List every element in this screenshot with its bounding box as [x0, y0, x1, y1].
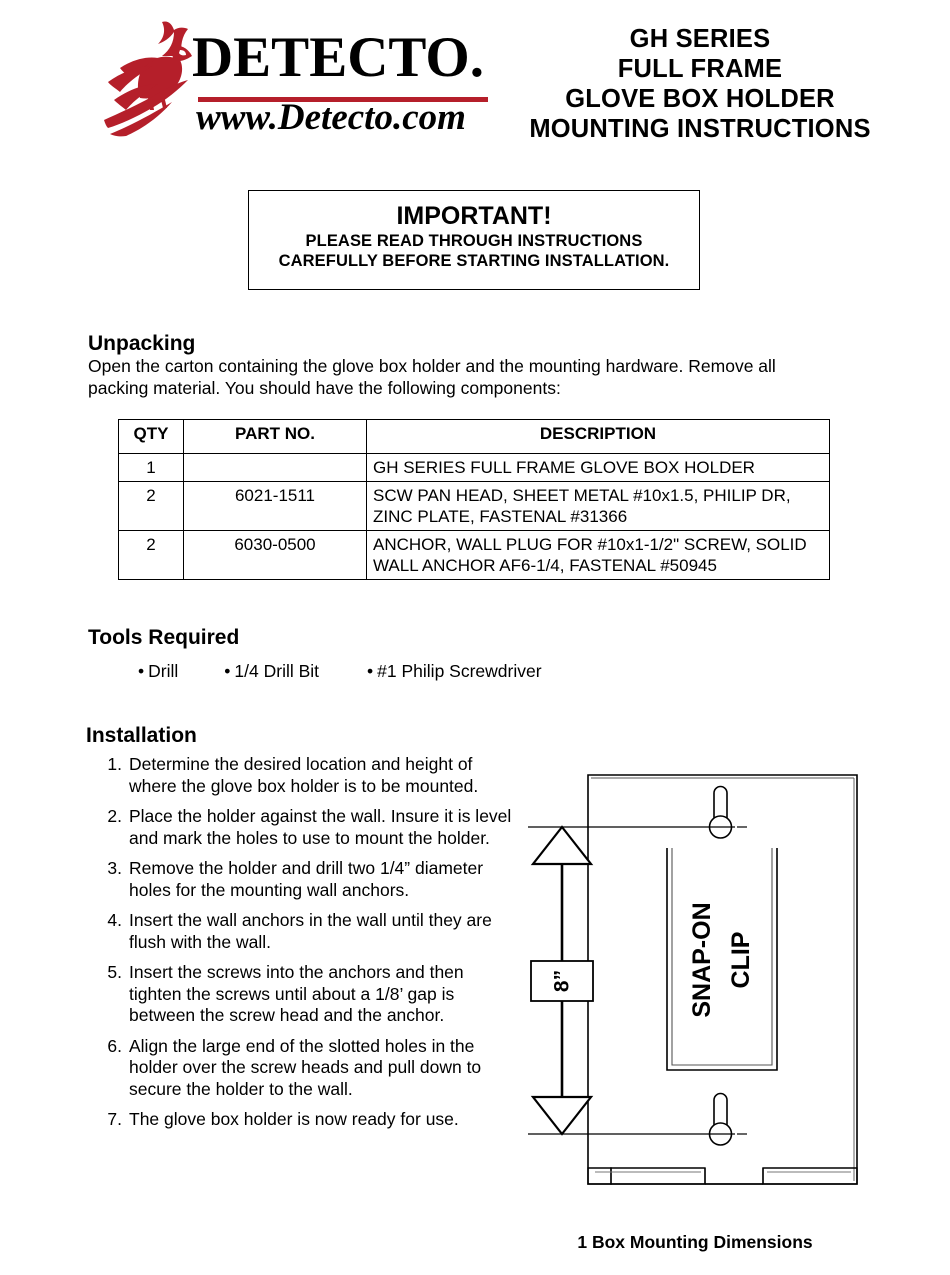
title-line-2: FULL FRAME	[617, 55, 783, 83]
tools-required-heading: Tools Required	[88, 626, 240, 649]
list-item	[98, 910, 518, 953]
dimension-arrowhead-bottom	[533, 1097, 591, 1134]
important-line-1: PLEASE READ THROUGH INSTRUCTIONS	[305, 232, 643, 250]
dimension-label: 8”	[550, 969, 574, 993]
column-header-part-no: PART NO.	[184, 420, 367, 454]
list-item	[98, 858, 518, 901]
step-text: Place the holder against the wall. Insure it is level and mark the holes to use to mount the holder.	[129, 806, 512, 848]
tool-label: 1/4 Drill Bit	[234, 661, 320, 681]
title-line-3: GLOVE BOX HOLDER	[565, 85, 835, 113]
cell-description: GH SERIES FULL FRAME GLOVE BOX HOLDER	[367, 454, 830, 482]
step-number: 1.	[107, 754, 122, 774]
snap-on-clip-inner-edge	[672, 848, 772, 1065]
cell-description: ANCHOR, WALL PLUG FOR #10x1-1/2" SCREW, SOLID WALL ANCHOR AF6-1/4, FASTENAL #50945	[367, 531, 830, 580]
cell-part-no: 6030-0500	[184, 531, 367, 580]
bullet-icon: •	[367, 661, 374, 681]
important-heading: IMPORTANT!	[396, 202, 552, 230]
title-line-4: MOUNTING INSTRUCTIONS	[529, 115, 871, 143]
holder-bottom-flange	[588, 1168, 857, 1184]
step-number: 3.	[107, 858, 122, 878]
step-text: Remove the holder and drill two 1/4” diameter holes for the mounting wall anchors.	[129, 858, 484, 900]
drawing-caption: 1 Box Mounting Dimensions	[577, 1232, 813, 1252]
important-notice-box	[248, 190, 700, 290]
list-item	[98, 754, 518, 797]
list-item	[138, 660, 178, 682]
cardinal-bird-icon	[100, 16, 205, 141]
brand-url: www.Detecto.com	[196, 97, 466, 138]
dimension-arrowhead-top	[533, 827, 591, 864]
list-item	[98, 1109, 518, 1131]
mounting-dimensions-drawing	[515, 760, 875, 1260]
step-number: 4.	[107, 910, 122, 930]
snap-on-clip-channel	[667, 848, 777, 1070]
snap-on-clip-label-line2: CLIP	[727, 931, 755, 989]
installation-steps	[98, 754, 518, 1140]
step-text: Align the large end of the slotted holes in the holder over the screw heads and pull down to secure the holder to the wall.	[129, 1035, 482, 1099]
unpacking-paragraph: Open the carton containing the glove box holder and the mounting hardware. Remove all packing material. You should have the following components:	[88, 356, 776, 398]
step-number: 2.	[107, 806, 122, 826]
brand-wordmark: DETECTO.	[192, 26, 484, 89]
table-row	[119, 531, 830, 580]
cell-part-no: 6021-1511	[184, 482, 367, 531]
unpacking-heading: Unpacking	[88, 332, 196, 355]
cell-qty: 2	[119, 531, 184, 580]
installation-heading: Installation	[86, 724, 197, 747]
list-item	[98, 1036, 518, 1101]
step-text: The glove box holder is now ready for use.	[129, 1109, 459, 1129]
step-text: Insert the wall anchors in the wall until they are flush with the wall.	[129, 910, 492, 952]
column-header-qty: QTY	[119, 420, 184, 454]
components-table	[118, 419, 830, 580]
bullet-icon: •	[138, 661, 145, 681]
page-title	[480, 24, 920, 144]
bullet-icon: •	[224, 661, 231, 681]
snap-on-clip-label-line1: SNAP-ON	[688, 902, 716, 1018]
table-row	[119, 454, 830, 482]
cell-description: SCW PAN HEAD, SHEET METAL #10x1.5, PHILIP DR, ZINC PLATE, FASTENAL #31366	[367, 482, 830, 531]
table-row	[119, 482, 830, 531]
cell-qty: 1	[119, 454, 184, 482]
list-item	[224, 660, 319, 682]
table-header-row	[119, 420, 830, 454]
step-text: Insert the screws into the anchors and then tighten the screws until about a 1/8’ gap is between the screw head and the anchor.	[129, 962, 464, 1025]
list-item	[98, 962, 518, 1027]
tool-label: Drill	[148, 661, 179, 681]
step-number: 7.	[107, 1109, 122, 1129]
step-number: 5.	[107, 962, 122, 982]
list-item	[98, 806, 518, 849]
column-header-description: DESCRIPTION	[367, 420, 830, 454]
detecto-logo	[100, 14, 484, 144]
step-text: Determine the desired location and height of where the glove box holder is to be mounted.	[129, 754, 479, 796]
tools-required-list	[138, 660, 698, 682]
glove-box-holder-diagram	[515, 760, 875, 1230]
document-header	[0, 0, 950, 160]
keyhole-slot-bottom	[710, 1094, 732, 1146]
keyhole-slot-top	[710, 787, 732, 839]
list-item	[367, 660, 542, 682]
tool-label: #1 Philip Screwdriver	[377, 661, 542, 681]
cell-qty: 2	[119, 482, 184, 531]
title-line-1: GH SERIES	[629, 25, 771, 53]
cell-part-no	[184, 454, 367, 482]
step-number: 6.	[107, 1035, 122, 1056]
important-line-2: CAREFULLY BEFORE STARTING INSTALLATION.	[278, 252, 670, 270]
